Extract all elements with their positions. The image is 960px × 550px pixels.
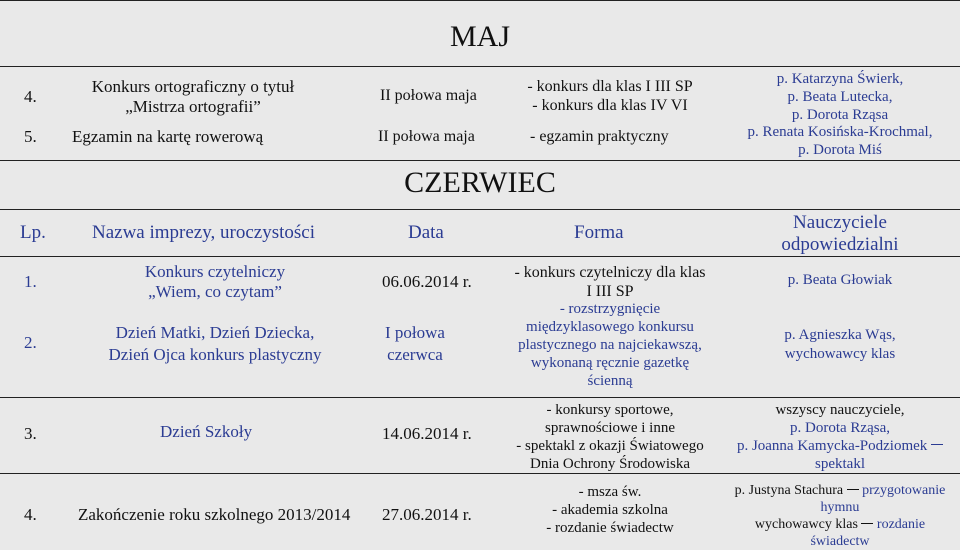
maj-row-5-name: Egzamin na kartę rowerową [72,127,264,146]
dash-separator [931,444,943,445]
rule-above-czerwiec-header [0,209,960,210]
rule-above-maj-4 [0,66,960,67]
dash-separator [861,523,873,524]
rule-above-row-3 [0,397,960,398]
rule-below-czerwiec-header [0,256,960,257]
maj-row-5-date: II połowa maja [378,128,475,145]
row-4-teachers: p. Justyna Stachura przygotowanie hymnu wychowawcy klas rozdanie świadectw [734,483,946,549]
maj-row-5-form: - egzamin praktyczny [530,128,669,145]
row-3-date: 14.06.2014 r. [382,424,472,443]
rule-above-row-4 [0,473,960,474]
row-2-teachers: p. Agnieszka Wąs, wychowawcy klas [784,327,896,362]
dash-separator [847,489,859,490]
row-4-name: Zakończenie roku szkolnego 2013/2014 [78,505,351,524]
row-3-teachers: wszyscy nauczyciele, p. Dorota Rząsa, p. Joanna Kamycka-Podziomek spektakl [725,401,955,473]
row-4-date: 27.06.2014 r. [382,505,472,524]
row-3-name: Dzień Szkoły [160,422,253,441]
header-lp: Lp. [20,222,46,243]
row-2-name: Dzień Matki, Dzień Dziecka, Dzień Ojca konkurs plastyczny [108,323,322,364]
row-4-form: - msza św. - akademia szkolna - rozdanie świadectw [546,484,674,536]
header-date: Data [408,222,444,243]
row-2-lp: 2. [24,333,37,352]
maj-row-4-teachers: p. Katarzyna Świerk, p. Beata Lutecka, p. Dorota Rząsa [776,71,904,123]
maj-row-5-lp: 5. [24,127,37,146]
header-name: Nazwa imprezy, uroczystości [92,222,315,243]
row-1-form: - konkurs czytelniczy dla klas I III SP [514,264,706,300]
row-1-teachers: p. Beata Głowiak [787,272,893,288]
maj-row-4-form: - konkurs dla klas I III SP - konkurs dla klas IV VI [527,78,693,114]
row-1-name: Konkurs czytelniczy „Wiem, co czytam” [144,262,286,301]
rule-top [0,0,960,1]
header-teachers: Nauczyciele odpowiedzialni [781,212,899,255]
maj-row-4-lp: 4. [24,87,37,106]
row-4-lp: 4. [24,505,37,524]
row-3-form: - konkursy sportowe, sprawnościowe i inne - spektakl z okazji Światowego Dnia Ochrony Środowiska [516,402,704,472]
row-2-date: I połowa czerwca [385,323,445,364]
section-title-maj: MAJ [449,20,510,53]
maj-row-5-teachers: p. Renata Kosińska-Krochmal, p. Dorota Miś [747,124,933,158]
maj-row-4-date: II połowa maja [380,87,477,104]
row-3-lp: 3. [24,424,37,443]
maj-row-4-name: Konkurs ortograficzny o tytuł „Mistrza ortografii” [91,77,295,116]
row-2-form: - rozstrzygnięcie międzyklasowego konkursu plastycznego na najciekawszą, wykonaną ręcznie gazetkę ścienną [518,301,702,389]
section-title-czerwiec: CZERWIEC [404,166,556,199]
header-form: Forma [574,222,624,243]
row-1-date: 06.06.2014 r. [382,272,472,291]
rule-above-czerwiec [0,160,960,161]
row-1-lp: 1. [24,272,37,291]
